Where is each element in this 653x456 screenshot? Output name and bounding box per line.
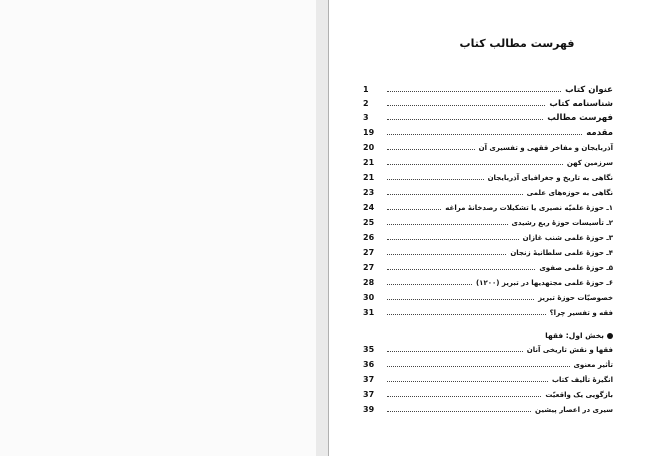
previous-page xyxy=(0,0,317,456)
toc-page-number: 35 xyxy=(363,345,375,354)
toc-leader-dots xyxy=(387,239,519,240)
page-title: فهرست مطالب کتاب xyxy=(459,37,575,50)
section-heading-text: بخش اول: فقها xyxy=(545,331,604,340)
toc-leader-dots xyxy=(387,91,561,92)
toc-leader-dots xyxy=(387,411,531,412)
toc-leader-dots xyxy=(387,149,475,150)
toc-entry[interactable] xyxy=(363,292,613,304)
toc-entry-title: عنوان کتاب xyxy=(565,85,613,95)
toc-entry-title: سیری در اعصار پیشین xyxy=(535,406,613,414)
toc-leader-dots xyxy=(387,105,545,106)
toc-entry[interactable] xyxy=(363,84,613,96)
toc-entry[interactable] xyxy=(363,247,613,259)
toc-leader-dots xyxy=(387,269,535,270)
toc-entry[interactable] xyxy=(363,98,613,110)
toc-page-number: 25 xyxy=(363,218,375,227)
toc-entry-title: ۲ـ تأسیسات حوزهٔ ربع رشیدی xyxy=(511,219,613,227)
toc-leader-dots xyxy=(387,299,534,300)
page-divider xyxy=(316,0,329,456)
toc-entry-title: تأثیر معنوی xyxy=(573,361,613,369)
toc-entry[interactable] xyxy=(363,172,613,184)
toc-entry-title: ۱ـ حوزهٔ علمیّه نصیری یا تشکیلات رصدخانهٔ مراغه xyxy=(445,204,613,212)
toc-page-number: 2 xyxy=(363,99,369,108)
toc-page-number: 24 xyxy=(363,203,375,212)
toc-page-number: 21 xyxy=(363,173,375,182)
toc-leader-dots xyxy=(387,314,546,315)
toc-page-number: 19 xyxy=(363,128,375,137)
section-heading-label xyxy=(545,330,613,342)
toc-page-number: 37 xyxy=(363,390,375,399)
toc-entry[interactable] xyxy=(363,217,613,229)
toc-page-number: 30 xyxy=(363,293,375,302)
toc-leader-dots xyxy=(387,284,472,285)
toc-entry[interactable] xyxy=(363,262,613,274)
toc-entry[interactable] xyxy=(363,157,613,169)
bullet-icon xyxy=(607,333,613,339)
toc-leader-dots xyxy=(387,134,582,135)
toc-entry-title: ۳ـ حوزهٔ علمی شنب غازان xyxy=(522,234,613,242)
toc-entry-title: سرزمین کهن xyxy=(566,159,613,167)
toc-page-number: 26 xyxy=(363,233,375,242)
toc-leader-dots xyxy=(387,381,548,382)
toc-page-number: 39 xyxy=(363,405,375,414)
toc-page-number: 21 xyxy=(363,158,375,167)
toc-leader-dots xyxy=(387,119,543,120)
toc-entry[interactable] xyxy=(363,389,613,401)
toc-entry-title: انگیزهٔ تألیف کتاب xyxy=(552,376,613,384)
toc-leader-dots xyxy=(387,224,508,225)
document-page xyxy=(329,0,653,456)
toc-entry-title: شناسنامه کتاب xyxy=(549,99,613,109)
toc-entry[interactable] xyxy=(363,277,613,289)
toc-entry[interactable] xyxy=(363,359,613,371)
toc-entry[interactable] xyxy=(363,344,613,356)
toc-entry-title: خصوصیّات حوزهٔ تبریز xyxy=(538,294,613,302)
toc-leader-dots xyxy=(387,396,541,397)
toc-entry-title: ۵ـ حوزهٔ علمی صفوی xyxy=(539,264,613,272)
toc-entry[interactable] xyxy=(363,232,613,244)
toc-entry-title: نگاهی به حوزه‌های علمی xyxy=(526,189,613,197)
toc-leader-dots xyxy=(387,194,523,195)
toc-leader-dots xyxy=(387,366,570,367)
toc-leader-dots xyxy=(387,209,441,210)
toc-entry-title: ۴ـ حوزهٔ علمی سلطانیهٔ زنجان xyxy=(510,249,613,257)
toc-page-number: 27 xyxy=(363,263,375,272)
toc-page-number: 36 xyxy=(363,360,375,369)
toc-entry[interactable] xyxy=(363,187,613,199)
toc-leader-dots xyxy=(387,351,523,352)
toc-page-number: 37 xyxy=(363,375,375,384)
toc-entry[interactable] xyxy=(363,142,613,154)
toc-leader-dots xyxy=(387,164,563,165)
toc-page-number: 28 xyxy=(363,278,375,287)
toc-page-number: 20 xyxy=(363,143,375,152)
toc-entry-title: آذربایجان و مفاخر فقهی و تفسیری آن xyxy=(478,144,613,152)
toc-page-number: 27 xyxy=(363,248,375,257)
section-heading xyxy=(363,330,613,342)
toc-entry[interactable] xyxy=(363,112,613,124)
toc-entry[interactable] xyxy=(363,404,613,416)
toc-entry-title: فقه و تفسیر چرا؟ xyxy=(549,309,613,317)
toc-entry-title: مقدمه xyxy=(586,128,613,138)
toc-page-number: 31 xyxy=(363,308,375,317)
toc-entry-title: ۶ـ حوزهٔ علمی مجتهدیها در تبریز (۱۲۰۰) xyxy=(475,279,613,287)
toc-entry-title: فقها و نقش تاریخی آنان xyxy=(526,346,613,354)
toc-entry[interactable] xyxy=(363,307,613,319)
toc-page-number: 3 xyxy=(363,113,369,122)
toc-leader-dots xyxy=(387,179,484,180)
toc-leader-dots xyxy=(387,254,506,255)
toc-page-number: 23 xyxy=(363,188,375,197)
toc-entry-title: فهرست مطالب xyxy=(547,113,613,123)
toc-entry[interactable] xyxy=(363,374,613,386)
toc-page-number: 1 xyxy=(363,85,369,94)
toc-entry-title: نگاهی به تاریخ و جغرافیای آذربایجان xyxy=(487,174,613,182)
toc-entry[interactable] xyxy=(363,202,613,214)
toc-entry-title: بازگویی یک واقعیّت xyxy=(545,391,613,399)
table-of-contents xyxy=(329,0,653,456)
toc-entry[interactable] xyxy=(363,127,613,139)
